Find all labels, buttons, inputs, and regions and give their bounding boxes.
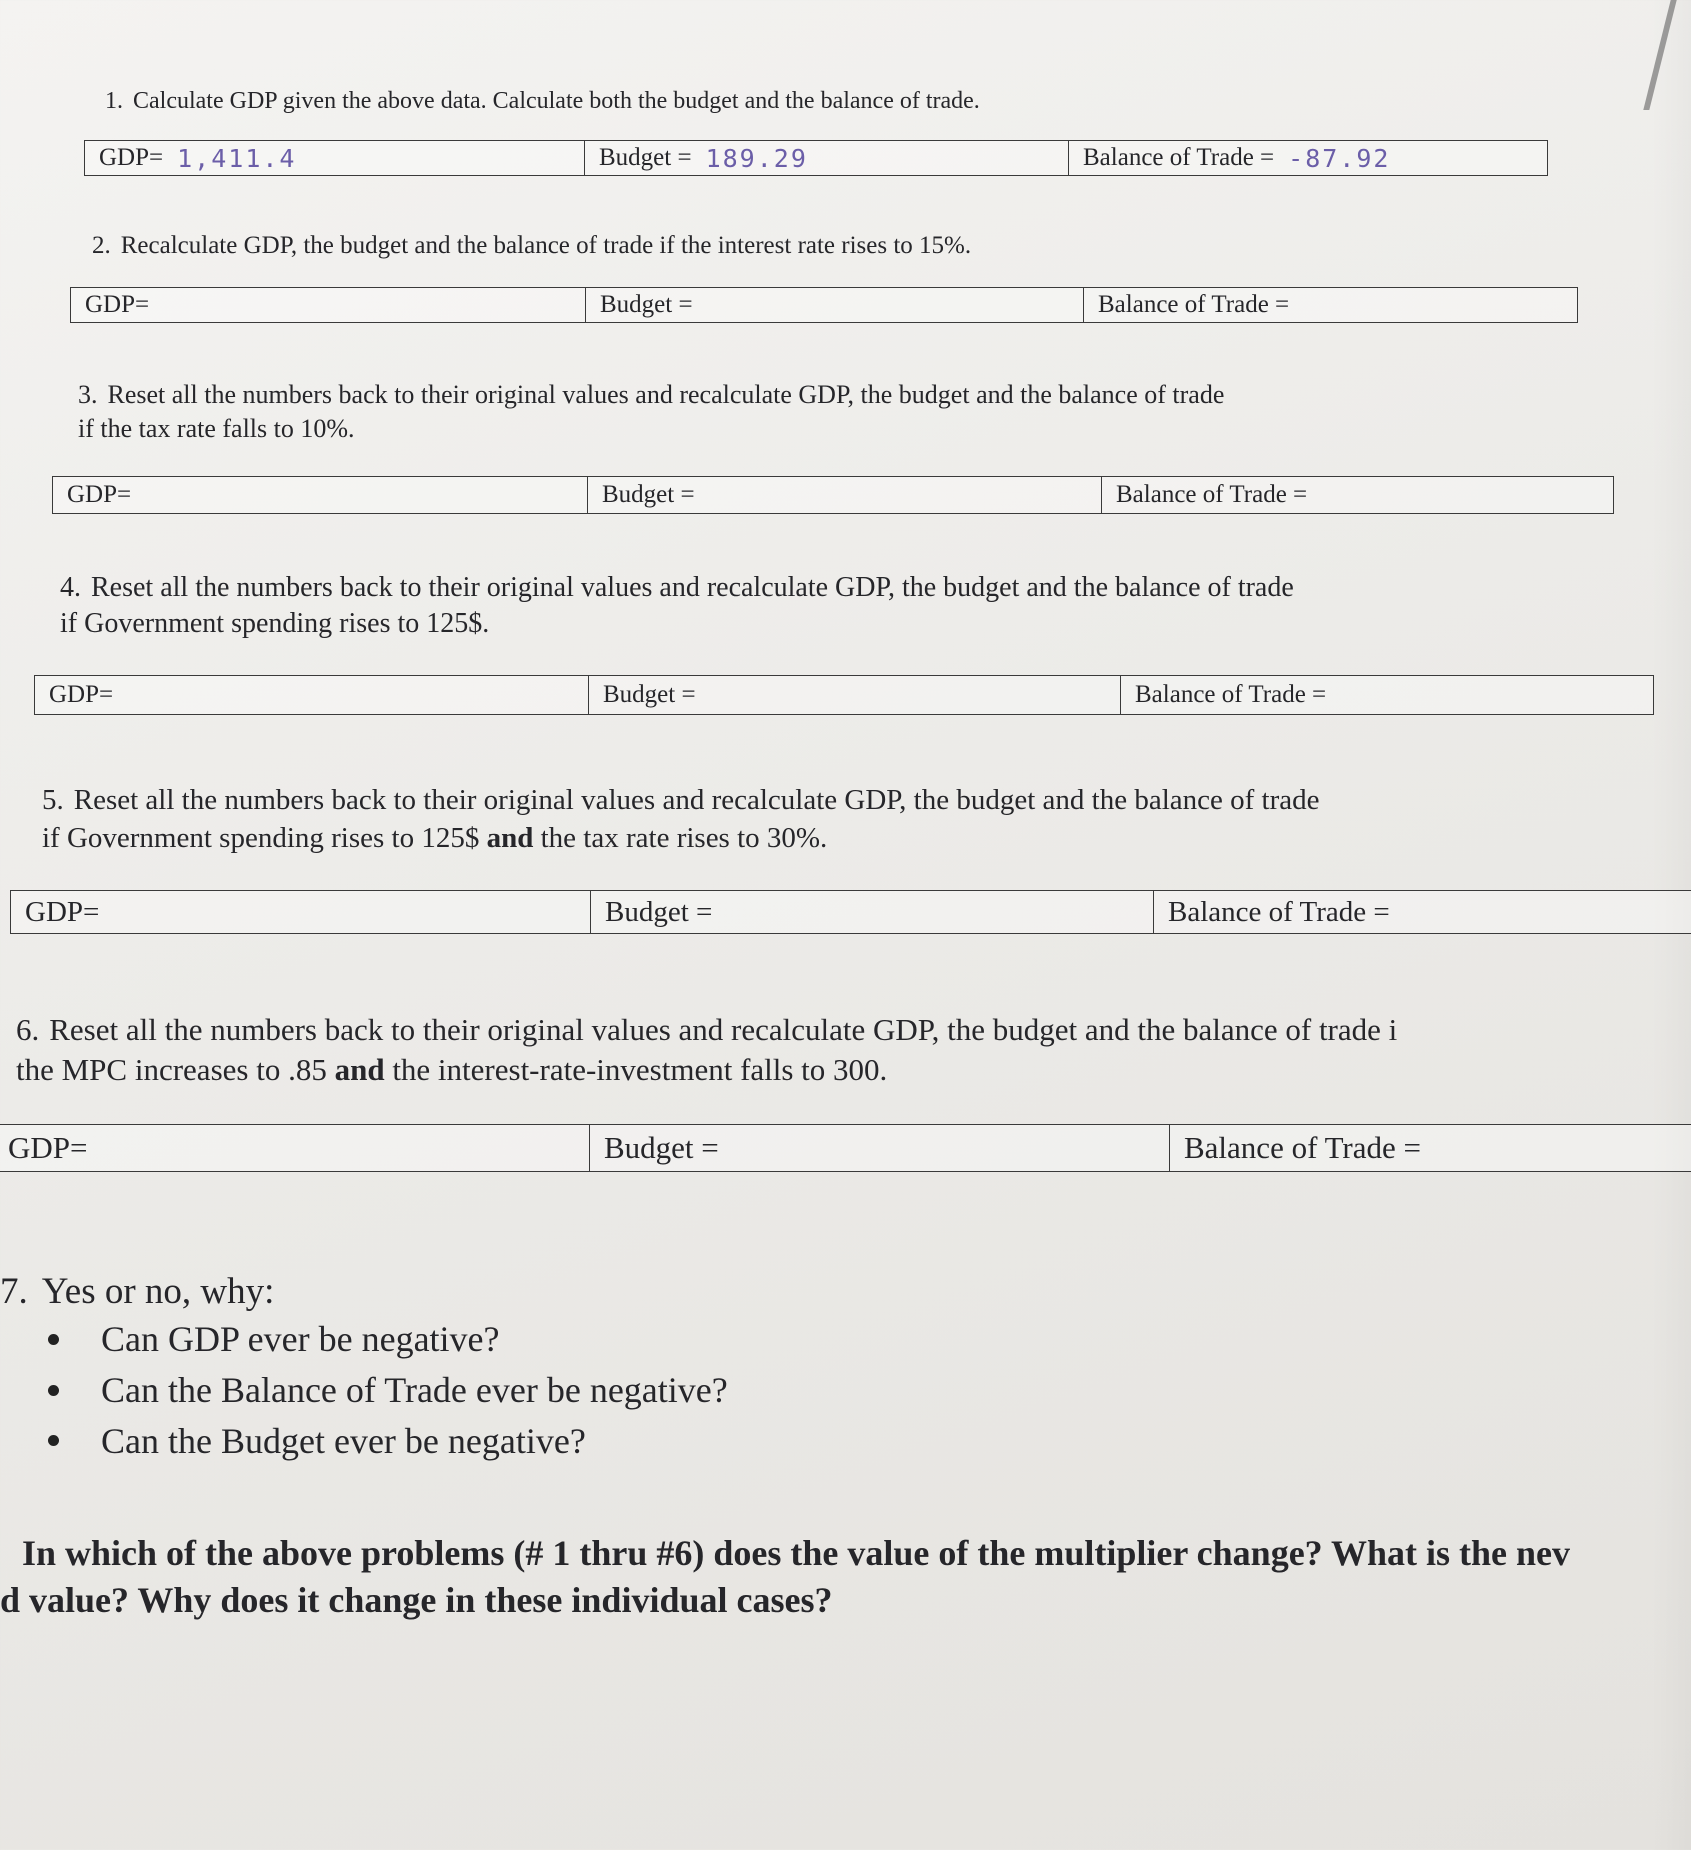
question-text-line-2c: the tax rate rises to 30%. xyxy=(533,821,828,854)
question-number: 4. xyxy=(60,572,81,603)
question-number: 3. xyxy=(78,380,98,409)
budget-answer-field[interactable] xyxy=(590,1125,1170,1171)
answer-row-4 xyxy=(34,675,1654,715)
trade-label: Balance of Trade = xyxy=(1116,481,1308,508)
bullet-icon xyxy=(48,1435,59,1446)
trade-label: Balance of Trade = xyxy=(1098,291,1290,318)
final-question xyxy=(0,1530,1570,1624)
budget-handwritten-value: 189.29 xyxy=(705,143,808,173)
answer-row-5 xyxy=(10,890,1691,934)
question-text-line-2a: the MPC increases to .85 xyxy=(16,1052,335,1088)
budget-answer-field[interactable] xyxy=(585,141,1069,175)
gdp-label: GDP= xyxy=(25,895,100,928)
bullet-item xyxy=(48,1316,728,1363)
gdp-answer-field[interactable] xyxy=(35,676,589,714)
gdp-label: GDP= xyxy=(8,1130,88,1165)
question-4 xyxy=(60,570,1294,643)
gdp-label: GDP= xyxy=(49,681,114,708)
trade-answer-field[interactable] xyxy=(1102,477,1613,513)
question-number: 2. xyxy=(92,232,111,259)
question-6 xyxy=(16,1010,1397,1091)
question-text-line-2: if the tax rate falls to 10%. xyxy=(78,413,355,443)
gdp-answer-field[interactable] xyxy=(71,288,586,322)
bullet-icon xyxy=(48,1334,59,1345)
gdp-answer-field[interactable] xyxy=(53,477,588,513)
budget-answer-field[interactable] xyxy=(586,288,1084,322)
trade-handwritten-value: -87.92 xyxy=(1288,143,1391,173)
answer-row-1 xyxy=(84,140,1548,176)
question-text-bold-and: and xyxy=(334,1052,385,1088)
gdp-label: GDP= xyxy=(99,144,164,171)
question-1 xyxy=(105,86,980,117)
question-number: 6. xyxy=(16,1012,40,1047)
question-7-title: Yes or no, why: xyxy=(41,1271,275,1312)
gdp-answer-field[interactable] xyxy=(11,891,591,933)
budget-answer-field[interactable] xyxy=(591,891,1154,933)
budget-label: Budget = xyxy=(599,144,692,171)
question-text-line-1: Reset all the numbers back to their original values and recalculate GDP, the budget and the balance of trade xyxy=(107,380,1225,409)
final-question-line-2: d value? Why does it change in these individual cases? xyxy=(0,1579,833,1620)
final-question-line-1: In which of the above problems (# 1 thru #6) does the value of the multiplier change? What is the nev xyxy=(22,1533,1571,1573)
trade-answer-field[interactable] xyxy=(1084,288,1577,322)
question-text: Calculate GDP given the above data. Calculate both the budget and the balance of trade. xyxy=(133,88,980,114)
question-text-line-1: Reset all the numbers back to their original values and recalculate GDP, the budget and the balance of trade xyxy=(91,572,1294,603)
question-7-bullet-list xyxy=(48,1316,728,1468)
question-text-line-2c: the interest-rate-investment falls to 300. xyxy=(384,1052,888,1088)
trade-label: Balance of Trade = xyxy=(1083,144,1275,171)
question-text: Recalculate GDP, the budget and the balance of trade if the interest rate rises to 15%. xyxy=(120,232,972,259)
question-3 xyxy=(78,378,1224,446)
bullet-item xyxy=(48,1418,728,1465)
question-text-line-2: if Government spending rises to 125$. xyxy=(60,608,490,640)
budget-label: Budget = xyxy=(602,481,695,508)
gdp-label: GDP= xyxy=(85,291,150,318)
question-7 xyxy=(0,1268,274,1316)
bullet-text: Can the Budget ever be negative? xyxy=(101,1420,586,1461)
answer-row-6 xyxy=(0,1124,1691,1172)
bullet-text: Can the Balance of Trade ever be negative? xyxy=(101,1369,728,1410)
bullet-item xyxy=(48,1367,728,1414)
budget-label: Budget = xyxy=(604,1130,719,1165)
trade-label: Balance of Trade = xyxy=(1135,681,1327,708)
budget-answer-field[interactable] xyxy=(588,477,1102,513)
question-number: 5. xyxy=(42,784,64,816)
answer-row-3 xyxy=(52,476,1614,514)
gdp-label: GDP= xyxy=(67,481,132,508)
trade-answer-field[interactable] xyxy=(1170,1125,1691,1171)
trade-answer-field[interactable] xyxy=(1069,141,1547,175)
trade-answer-field[interactable] xyxy=(1154,891,1691,933)
question-text-bold-and: and xyxy=(486,821,534,854)
question-text-line-1: Reset all the numbers back to their original values and recalculate GDP, the budget and the balance of trade i xyxy=(49,1012,1398,1047)
gdp-answer-field[interactable] xyxy=(85,141,585,175)
question-2 xyxy=(92,230,971,263)
question-text-line-2a: if Government spending rises to 125$ xyxy=(42,821,487,854)
question-number: 7. xyxy=(0,1271,28,1312)
budget-label: Budget = xyxy=(605,895,713,928)
bullet-icon xyxy=(48,1385,59,1396)
trade-label: Balance of Trade = xyxy=(1184,1130,1422,1165)
trade-answer-field[interactable] xyxy=(1121,676,1653,714)
trade-label: Balance of Trade = xyxy=(1168,895,1390,928)
bullet-text: Can GDP ever be negative? xyxy=(101,1319,500,1359)
budget-answer-field[interactable] xyxy=(589,676,1121,714)
gdp-handwritten-value: 1,411.4 xyxy=(177,143,297,173)
question-number: 1. xyxy=(105,88,123,114)
gdp-answer-field[interactable] xyxy=(0,1125,590,1171)
budget-label: Budget = xyxy=(603,681,696,708)
question-text-line-1: Reset all the numbers back to their original values and recalculate GDP, the budget and the balance of trade xyxy=(73,784,1320,816)
answer-row-2 xyxy=(70,287,1578,323)
question-5 xyxy=(42,782,1320,857)
budget-label: Budget = xyxy=(600,291,693,318)
